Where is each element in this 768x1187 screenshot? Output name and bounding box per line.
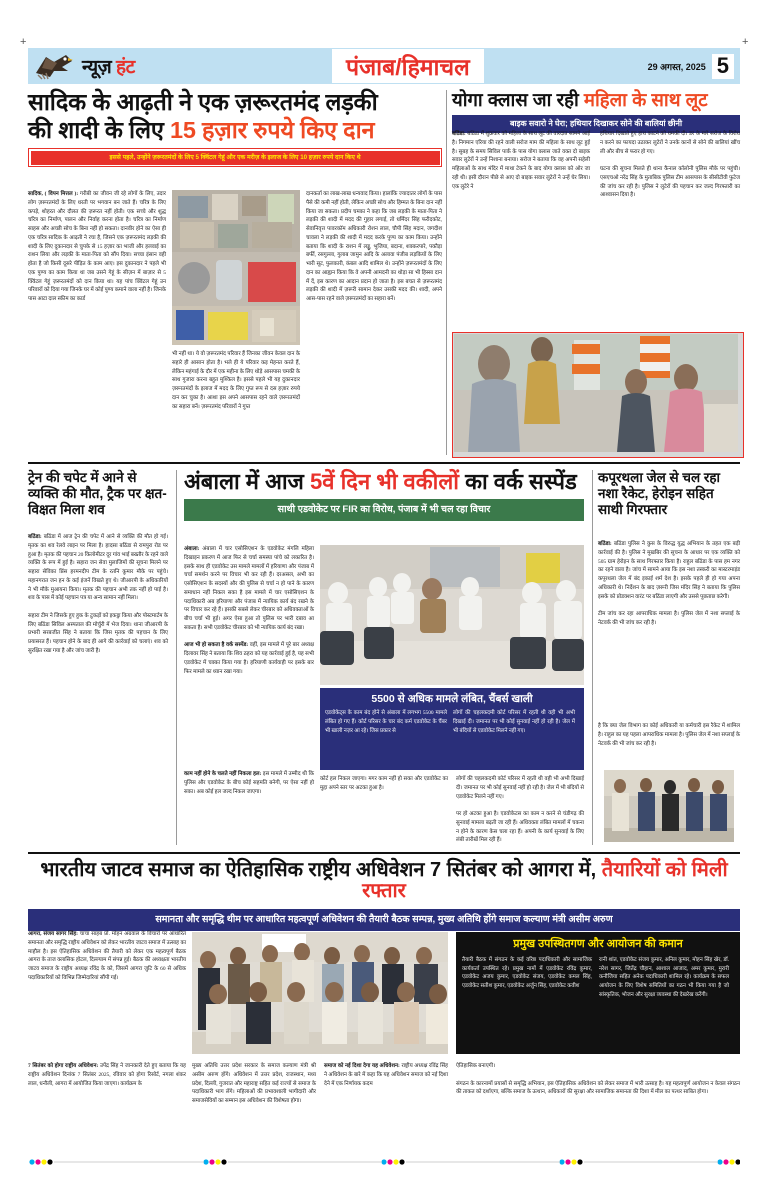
bottom-body-col1b — [28, 1062, 186, 1148]
mid-right-headline: कपूरथला जेल से चल रहा नशा रैकेट, हेरोइन सहित साथी गिरफ्तार — [598, 470, 721, 517]
right-headline — [452, 90, 740, 109]
masthead-right — [648, 54, 740, 79]
right-photo — [452, 332, 744, 458]
brand-part1: न्यूज़ — [82, 57, 112, 78]
bottom-kicker: समानता और समृद्धि थीम पर आधारित महत्वपूर्ण अधिवेशन की तैयारी बैठक सम्पन्न, मुख्य अतिथि होंगे समाज कल्याण मंत्री असीम अरुण — [28, 909, 740, 931]
mid-right-dateline: बठिंडा: — [598, 541, 612, 547]
lead-body-col1 — [28, 190, 166, 452]
lead-story — [28, 90, 442, 167]
lead-headline-line1: सादिक के आढ़ती ने एक ज़रूरतमंद लड़की — [28, 89, 378, 115]
mid-center-callout-title: 5500 से अधिक मामले लंबित, चैंबर्स खाली — [371, 693, 533, 705]
bottom-headline-highlight: तैयारियों को मिली रफ्तार — [362, 859, 728, 902]
mid-center-photo — [320, 545, 584, 685]
bottom-story — [28, 860, 740, 931]
right-headline-highlight: महिला के साथ लूट — [583, 89, 708, 110]
bottom-headline-part1: भारतीय जाटव समाज का ऐतिहासिक राष्ट्रीय अधिवेशन 7 सितंबर को आगरा में, — [40, 859, 602, 881]
bottom-photo — [192, 932, 448, 1054]
lead-dateline: सादिक, ( विपन मित्तल ): — [28, 191, 79, 197]
bottom-col1-text: चाचा साहब प्रो. मोहन अग्रवाल के विचारों पर आधारित समानता और समृद्धि राष्ट्रीय अधिवेशन को लेकर भारतीय जाटव समाज में उत्साह का माहौल है। इस ऐतिहासिक अधिवेशन की तैयारी को लेकर एक महत्वपूर्ण बैठक आगरा के ताज क्लासिक होटल, दिल्ल्याम में संपन्न हुई। बैठक की अध्यक्षता भारतीय जाटव समाज के राष्ट्रीय अध्यक्ष रविंद्र के को, जिसमें आगरा जुटि के 60 से अधिक पदाधिकारियों को विभिन्न जिम्मेदारियां सौंपी गई। — [28, 931, 186, 981]
bottom-headline — [28, 860, 740, 902]
mid-left-body — [28, 533, 168, 843]
bottom-body-col2 — [192, 1062, 316, 1148]
mid-center-headline-part2: का वर्क सस्पेंड — [458, 469, 577, 494]
section-divider-1 — [28, 462, 740, 464]
mid-center-body-col2: कोर्ट हल निकल जाएगा। मगर काम नहीं हो सका और एडवोकेट का मुद्दा अपने स्तर पर अटका हुआ है। — [320, 776, 448, 791]
mid-left-story — [28, 470, 168, 518]
bottom-col2b-title: समाज को नई दिशा देगा यह अधिवेशन: — [324, 1063, 400, 1069]
mid-center-callout-col1: एडवोकेट्स के काम बंद होने से अंबाला में लगभग 5500 मामले लंबित हो गए हैं। कोर्ट परिसर के चार बंद कर्म एडवोकेट के चैंबर भी खाली नज़र आ रहे। जिस प्रकार से — [325, 710, 447, 734]
mid-center-body-col1b: काम नहीं होने के चलते नहीं निकला हल: इस मामले में उम्मीद थी कि पुलिस और एडवोकेट के बीच कोई सहमति बनेगी, पर ऐसा नहीं हो सका। अब कोई हल जल्द निकल जाएगा। — [184, 771, 314, 795]
mid-right-story — [598, 470, 740, 518]
right-col1-text: बठिंडा: बठिंडा में शुक्रवार को महिला के साथ लूट की वारदात सामने आई है। निगमान एरिया की रहने वाली सरोज माम की महिला के साथ लूट हुई है। सुबह के समय सिविल पार्क के पास योगा क्लास जाते वक्त दो बाइक सवार लुटेरों ने उन्हें निशाना बनाया। सरोज ने बताया कि वह अपनी सहेली महिलाओं के साथ मंदिर में माथा टेकने के बाद योगा क्लास को ओर जा रही थी। इसी दौरान पीछे से आए दो बाइक सवार लुटेरों ने उन्हें घेर लिया। एक लुटेरे ने — [452, 131, 590, 190]
lead-kicker: इससे पहले, उन्होंने ज़रूरतमंदों के लिए 5 क्विंटल गेहूं और एक मरीज़ के इलाज के लिए 10 हज़ार रुपये दान किए थे — [31, 151, 440, 165]
column-divider-1 — [446, 90, 447, 455]
bottom-col1b-title: 7 सितंबर को होगा राष्ट्रीय अधिवेशन: — [28, 1063, 99, 1069]
publication-date: 29 अगस्त, 2025 — [647, 61, 706, 72]
mid-center-col2-text: लोगों की चहलकदमी कोर्ट परिसर में रहती थी वही भी अभी दिखाई दी। जमानत पर भी कोई सुनवाई नहीं हो रही है। जेल में भी बंदियों से एडवोकेट मिलने नहीं गए। पर हो अटका हुआ है। एडवोकेटस का काम न करने से चंडीगढ़ की सुनवाई मामला बढ़ती जा रही हैं। अधिवक्ता लंबित मामलों में चकना न होने के कारण केस चला रहा हैं। अपनी के कार्य सुनवाई के लिए लंबी तारीखें मिल रही हैं। — [456, 776, 584, 844]
lead-headline-highlight: 15 हज़ार रुपये किए दान — [169, 116, 375, 143]
cmyk-registration-strip — [28, 1152, 740, 1158]
mid-right-body — [598, 540, 740, 736]
bottom-callout — [456, 932, 740, 1054]
bottom-col1b-text: उपेंद्र सिंह ने जानकारी देते हुए बताया कि यह राष्ट्रीय अधिवेशन दिनांक 7 सितंबर 2025, रविवार को होगा रिसोर्ट, नगला शंकर लाल, धनौली, आगरा में आयोजित किया जाएगा। कार्यक्रम के — [28, 1063, 187, 1087]
lead-headline — [28, 90, 442, 142]
brand-part2: हंट — [116, 57, 135, 78]
page-number: 5 — [712, 54, 734, 79]
lead-headline-line2: की शादी के लिए — [28, 116, 170, 143]
mid-center-story — [184, 470, 584, 521]
registration-mark-top-left: + — [20, 36, 27, 48]
mid-center-col1-text: अंबाला: अंबाला में चार एसोसिएशन के एडवोकेट मंगलि महिला दिखाइन प्रकरण में आज फिर से चर्चा समस्या पांचे को लकारित है। इसके साथ ही एडवोकेट उस मामले मामलों में हरियाणा और पंजाब में चर्चा समर्थन करने पर विचार भी कर रही हैं। दरअसल, अभी का एसोसिएशन के सदस्यों और की पुलिस से चर्चा न हो पाने के कारण समाधान नहीं निकल सका है इस मामले में चार एसोसिएशन के पदाधिकारी अब हरियाणा और पंजाब में न्यायिक कार्य बंद रखने के पर विचार कर रहे हैं। इसकी सबसे लेकर चीरबार को अधिवक्ताओं के बीच चर्चा भी हुई। अगर ऐसा हुआ तो पुलिस पर भारी दबाव आ सकता है। सभी एडवोकेट चीरबार को भी न्यायिक कार्य बंद रखा। आज भी हो सकता है वर्क सस्पेंड: वहीं, इस मामले में पूरे बार अध्यक्ष दिलावर सिंह ने बताया कि शिव ठहरा को यह कार्रवाई हुई है, यह सभी एडवोकेट में चक्का किया गया है। हरियाणी कार्यवाही पर इसके बार फिर मामले का ध्यान रखा गया। — [184, 546, 314, 675]
right-body-col1 — [452, 130, 590, 325]
section-title: पंजाब/हिमाचल — [332, 49, 484, 83]
lead-body-col3 — [306, 190, 442, 452]
bottom-body-col2b — [324, 1062, 448, 1148]
right-kicker: बाइक सवारो ने घेरा; हथियार दिखाकर सोने की बालियां छीनी — [452, 115, 740, 133]
lead-kicker-frame — [28, 148, 442, 167]
column-divider-2 — [176, 470, 177, 845]
mid-center-headline — [184, 470, 584, 493]
registration-mark-top-right: + — [742, 36, 749, 48]
mid-center-kicker: साथी एडवोकेट पर FIR का विरोध, पंजाब में भी चल रहा विचार — [184, 499, 584, 521]
mid-left-dateline: बठिंडा: — [28, 534, 42, 540]
lead-col3-text: दानकर्ता का लाख-लाख धन्यवाद किया। हालांकि ज्यादातर लोगों के पास पैसे की कमी नहीं होती, लेकिन अच्छी सोच और हिम्मत के बिना दान नहीं किया जा सकता। प्रदीप चमका ने कहा कि जब लड़की के माता-पिता ने लड़की की शादी में मदद की गुहार लगाई, तो धर्मिंदर सिंह फरीदकोट, सेवानिवृत्त पावरकॉम अधिकारी रोशन लाल, चौपी सिंह मदान, जगदीश चावला ने लड़की की शादी में मदद करके पुण्य का काम किया। उन्होंने बताया कि शादी के राशन में लड्डू, भुजिया, बदाना, शक्करपारे, पकौड़ा बर्फी, रसगुल्ला, गुलाब जामुन आदि के अलावा पंजीब लड़कियों के लिए भारी सूट, फुलकारी, कंबल आदि शामिल थे। उन्होंने ज़रूरतमंदों के लिए दान का आह्वान किया कि वे अपनी आमदनी का थोड़ा सा भी हिस्सा दान में दें, इस कारण का आदान प्रदान हो जाता है। इस बचत से ज़रूरतमंद लड़की की शादी में ज़रूरी सामान देकर उसकी मदद की। शादी, अपने आस-पास रहने वाले ज़रूरतमंदों का सहारा बनें। — [306, 191, 442, 302]
mid-left-text: बठिंडा में आज ट्रेन की चपेट में आने से व्यक्ति की मौत हो गई। मृतक का शव रेलवे लाइन पर मिला है। हादसा बठिंडा से रामपुरा रोड पर हुआ है। मृतक की पहचान 20 किलोमीटर दूर गांव भाई बख्तौर के रहने वाले व्यक्ति के रूप में हुई है। सहारा जन सेवा मुलाजिमों की सूचना मिलने पर सहारा सेविका प्रिंस हरमनदीप टीम के रतनि कुमार मौके पर पहुंचे। महानगरात जन हन के कई इंजनें विखते हुए थे। जीआरपी के अधिकारियों ने भी मौके मुआयना किया। मृतक की पहचान अभी तक नहीं हो पाई है। शव के पास में कोई पहचान पत्र या अन्य सामान नहीं मिला। सहारा टीम ने जिसके हुए हुक के टुकड़ों को इकट्ठा किया और पोस्टमार्टम के लिए बठिंडा सिविल अस्पताल की मोर्चुरी में भेज दिया। थाना जीआरपी के प्रभारी सरबजीत सिंह ने बताया कि जिस मृतक की पहचान के लिए प्रयासरत हैं। पहचान होने के बाद ही आगे की कार्रवाई को चलाएं। शव को सुरक्षित रखा गया है और जांच जारी है। — [28, 534, 168, 654]
mid-center-body-col3 — [456, 775, 584, 843]
bottom-body-col3: ऐतिहासिक बनाएगी। संगठन के कारनामों प्रयासों से समृद्धि अभियान, इस ऐतिहासिक अधिवेशन को लेकर समाज में भारी उत्साह है। यह महत्वपूर्ण आयोजन न केवल संगठन की ताकत को दर्शाएगा, बल्कि समाज के उत्थान, अधिकारों की सुरक्षा और सामाजिक समानता की दिशा में मील का पत्थर साबित होगा। — [456, 1063, 740, 1096]
lead-photo — [172, 190, 300, 345]
lead-body-col2 — [172, 350, 300, 452]
brand-text — [82, 53, 135, 79]
eagle-icon — [32, 51, 78, 81]
bottom-body-col1 — [28, 930, 186, 1055]
mid-center-headline-part1: अंबाला में आज — [184, 469, 310, 494]
right-body-col2 — [600, 130, 740, 325]
section-divider-2 — [28, 852, 740, 854]
column-divider-3 — [592, 470, 593, 845]
mid-center-callout-col2: लोगों की चहलकदमी कोर्ट परिसर में रहती थी वही भी अभी दिखाई दी। जमानत पर भी कोई सुनवाई नहीं हो रही है। जेल में भी बंदियों से एडवोकेट मिलने नहीं गए। — [453, 710, 575, 734]
mid-center-callout — [320, 688, 584, 770]
logo[interactable] — [28, 51, 232, 81]
right-headline-part1: योगा क्लास जा रही — [452, 89, 584, 110]
mid-center-headline-highlight: 5वें दिन भी वकीलों — [309, 469, 459, 494]
bottom-callout-col1: तैयारी बैठक में संगठन के कई वरिष्ठ पदाधिकारी और सामाजिक कार्यकर्ता उपस्थित रहे। प्रमुख नामों में एडवोकेट रविंद्र कुमार, एडवोकेट अजय कुमार, एडवोकेट संजय, एडवोकेट कमल सिंह, एडवोकेट सतीश कुमार, एडवोकेट अर्जुन सिंह, एडवोकेट कवीश — [462, 956, 592, 989]
mid-right-photo — [604, 770, 734, 842]
bottom-callout-col2: रानी शांत, एडवोकेट संजय कुमार, अनिल कुमार, मोहन सिंह खेर, डॉ. नरेश सागर, जितेंद्र चौहान, आशाल आजाद, अमर कुमार, मुरारी कनौजिया सहित अनेक पदाधिकारी शामिल रहे। कार्यक्रम के सफल आयोजन के लिए विशेष समितियों का गठन भी किया गया है जो सांस्कृतिक, भोजन और सुरक्षा व्यवस्था की देखरेख करेंगी। — [599, 956, 729, 998]
mid-left-headline: ट्रेन की चपेट में आने से व्यक्ति की मौत, ट्रैक पर क्षत-विक्षत मिला शव — [28, 470, 167, 517]
lead-col2-text: भी नहीं था। ये वो ज़रूरतमंद परिवार हैं जिनका जीवन केवल दान के सहारे ही आसान होता है। भले ही ये परिवार कइ मेहनत करते हैं, लेकिन महंगाई के दौर में एक महीना के लिए थोड़े आसपास चमकी के साथ गुजारा करना बहुत मुश्किल है। इससे पहले भी यह दुकानदार ज़रूरतमंदों के इलाज में मदद के लिए गुप्त रूप से दस हज़ार रुपये दान कर चुका है। आशा इस अपने आसपास रहने वाले ज़रूरतमंदों का सहारा बनें। ज़रूरतमंद परिवारों ने गुप्त — [172, 351, 300, 410]
mid-right-tail: है कि क्या जेल विभाग का कोई अधिकारी या कर्मचारी इस रैकेट में शामिल है। राहुल का यह पहला आपराधिक मामला है। पुलिस जेल में नशा सप्लाई के नेटवर्क की भी जांच कर रही है। — [598, 723, 740, 747]
bottom-col2b-text: राष्ट्रीय अध्यक्ष रविंद्र सिंह ने अधिवेशन के बारे में कहा कि यह अधिवेशन समाज को नई दिशा देने में एक निर्णायक कदम — [324, 1063, 448, 1087]
right-col2-text: हथियार दिखाते हुए हाथ काटने को धमकी दी। डर के मारे सरोज के विरोध न करने का फायदा उठाकर लुटेरों ने उनके कानों से सोने की बालियां खींच ली और बीच से फरार हो गए। घटना की सूचना मिलते ही थाना कैनाल कॉलोनी पुलिस मौके पर पहुंची। एसएचओ नरेंद्र सिंह के मुताबिक पुलिस टीम आसपास के सीसीटीवी फुटेज की जांच कर रही है। पुलिस ने लुटेरों की पहचान कर जल्द गिरफ्तारी का आश्वासन दिया है। — [600, 131, 740, 199]
mid-center-subhead: काम नहीं होने के चलते नहीं निकला हल: — [184, 771, 262, 777]
lead-col1-text: गरीबी का जीवन जी रहे लोगों के लिए, उदार लोग ज़रूरतमंदों के लिए धरती पर भगवान बन जाते हैं। चरित्र के लिए कपड़े, शोहरत और दौलत की ज़रूरत नहीं होती। एक सच्चे और शुद्ध चरित्र का निर्माण, पालन और निर्वाह करना होता है। चरित्र का निर्माण साहस और अच्छी सोच के बिना नहीं हो सकता। दानवीर होने का ऐसा ही एक चरित्र सादिक के आढ़ती ने रचा है, जिसने एक ज़रूरतमंद लड़की की शादी के लिए दुकानदार से चुपके से 15 हज़ार का भाजी और हलवाई का राशन लिया और लड़की के माता-पिता को सौंप दिया। सच्चा इंसान वही होता है जो किसी दूसरे पीड़ित के काम आए। इस दुकानदार ने पहले भी एक पुण्य का काम किया था जब उसने गेहूं के सीज़न में बाज़ार से 5 क्विंटल गेहूं ज़रूरतमंदों को दान किया था। यह पांच क्विंटल गेहूं उन परिवारों को दिया गया जिनके घर में कोई पुण्य कमाने वाला नहीं है। जिनके पास आटा दाल स्कीम का कार्ड — [28, 191, 167, 302]
bottom-dateline: आगरा, संजय सागर सिंह: — [28, 931, 78, 937]
right-story — [452, 90, 740, 133]
masthead — [28, 48, 740, 84]
bottom-col2-text: मुख्य अतिथि उत्तर प्रदेश सरकार के समाज कल्याण मंत्री श्री असीम अरुण होंगे। अधिवेशन में उत्तर प्रदेश, राजस्थान, मध्य प्रदेश, दिल्ली, गुजरात और महाराष्ट्र सहित कई राज्यों से समाज के पदाधिकारी भाग लेंगे। महिलाओं की प्रभावशाली भागीदारी और समाजसेवियों का सम्मान इस अधिवेशन की विशेषता होगा। — [192, 1063, 316, 1104]
mid-right-text: बठिंडा पुलिस ने कुस के विरुद्ध युद्ध अभियान के तहत एक बड़ी कार्रवाई की है। पुलिस ने मुखबिर की सूचना के आधार पर एक व्यक्ति को 505 ग्राम हेरोइन के साथ गिरफ्तार किया है। राहुल बठिंडा के पास हम नगर का रहने वाला है। जांच में सामने आया कि इस नशा तस्करी का मास्टरमाइंड कपूरथला जेल में बंद इकाई शर्म देश है। इसके पहले ही हो गया अपना अधिकारी थे। निर्देशन के बाद ज़रूरी जिस मंदिर सिंह ने बताया कि पुलिस इसके को प्रोडक्शन वारंट पर बठिंडा लाएगी और उससे पूछताछ करेगी। टीम जांच कर रहा आपराधिक मामला है। पुलिस जेल में नशा सप्लाई के नेटवर्क की भी जांच कर रही है। — [598, 541, 740, 626]
bottom-callout-title: प्रमुख उपस्थितगण और आयोजन की कमान — [513, 938, 683, 950]
